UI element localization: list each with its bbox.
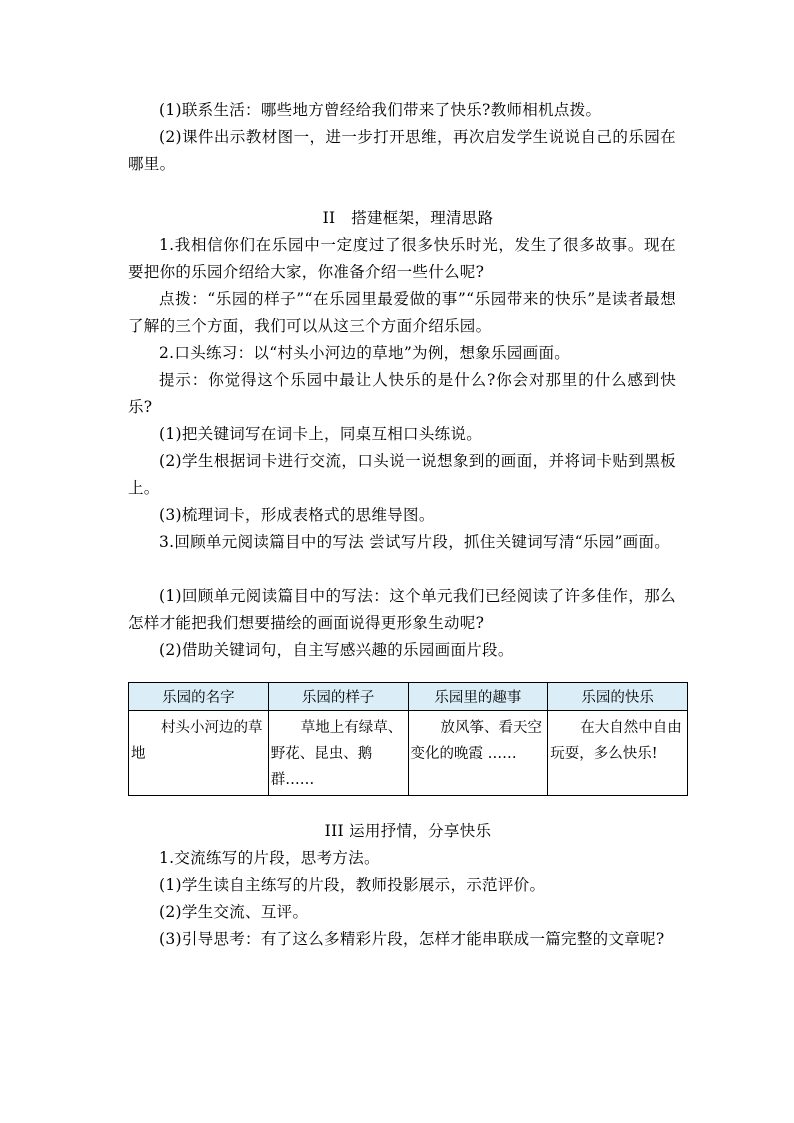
table-header: 乐园的名字 <box>129 683 269 711</box>
paragraph: 1.交流练写的片段，思考方法。 <box>159 849 380 867</box>
paragraph: 3.回顾单元阅读篇目中的写法 尝试写片段，抓住关键词写清“乐园”画面。 <box>159 533 671 551</box>
table-cell: 草地上有绿草、野花、昆虫、鹅群…… <box>268 711 408 796</box>
paragraph: (2)借助关键词句，自主写感兴趣的乐园画面片段。 <box>159 641 514 659</box>
paragraph: 提示：你觉得这个乐园中最让人快乐的是什么?你会对那里的什么感到快乐? <box>128 371 676 416</box>
paragraph: (1)回顾单元阅读篇目中的写法：这个单元我们已经阅读了许多佳作，那么怎样才能把我们想要描绘的画面说得更形象生动呢? <box>128 587 676 632</box>
table-cell: 村头小河边的草地 <box>129 711 269 796</box>
paragraph: (2)课件出示教材图一，进一步打开思维，再次启发学生说说自己的乐园在哪里。 <box>128 128 676 173</box>
paragraph: (1)把关键词写在词卡上，同桌互相口头练说。 <box>159 425 483 443</box>
keyword-table <box>128 682 688 796</box>
section-heading-2: II 搭建框架，理清思路 <box>322 209 494 227</box>
paragraph: (1)学生读自主练写的片段，教师投影展示，示范评价。 <box>159 876 546 894</box>
paragraph: 1.我相信你们在乐园中一定度过了很多快乐时光，发生了很多故事。现在要把你的乐园介绍给大家，你准备介绍一些什么呢? <box>128 236 676 281</box>
table-header: 乐园的样子 <box>268 683 408 711</box>
paragraph: (2)学生交流、互评。 <box>159 903 309 921</box>
table-cell: 在大自然中自由玩耍，多么快乐! <box>548 711 688 796</box>
paragraph: 点拨：“乐园的样子”“在乐园里最爱做的事”“乐园带来的快乐”是读者最想了解的三个方面，我们可以从这三个方面介绍乐园。 <box>128 290 676 335</box>
table-row <box>129 711 688 796</box>
table-header-row <box>129 683 688 711</box>
table-header: 乐园的快乐 <box>548 683 688 711</box>
paragraph: 2.口头练习：以“村头小河边的草地”为例，想象乐园画面。 <box>159 344 571 362</box>
section-heading-3: III 运用抒情，分享快乐 <box>324 822 492 840</box>
paragraph: (3)梳理词卡，形成表格式的思维导图。 <box>159 506 435 524</box>
paragraph: (1)联系生活：哪些地方曾经给我们带来了快乐?教师相机点拨。 <box>159 101 602 119</box>
table-header: 乐园里的趣事 <box>408 683 548 711</box>
paragraph: (2)学生根据词卡进行交流，口头说一说想象到的画面，并将词卡贴到黑板上。 <box>128 452 676 497</box>
paragraph: (3)引导思考：有了这么多精彩片段，怎样才能串联成一篇完整的文章呢? <box>159 930 665 948</box>
table-cell: 放风筝、看天空变化的晚霞 …… <box>408 711 548 796</box>
